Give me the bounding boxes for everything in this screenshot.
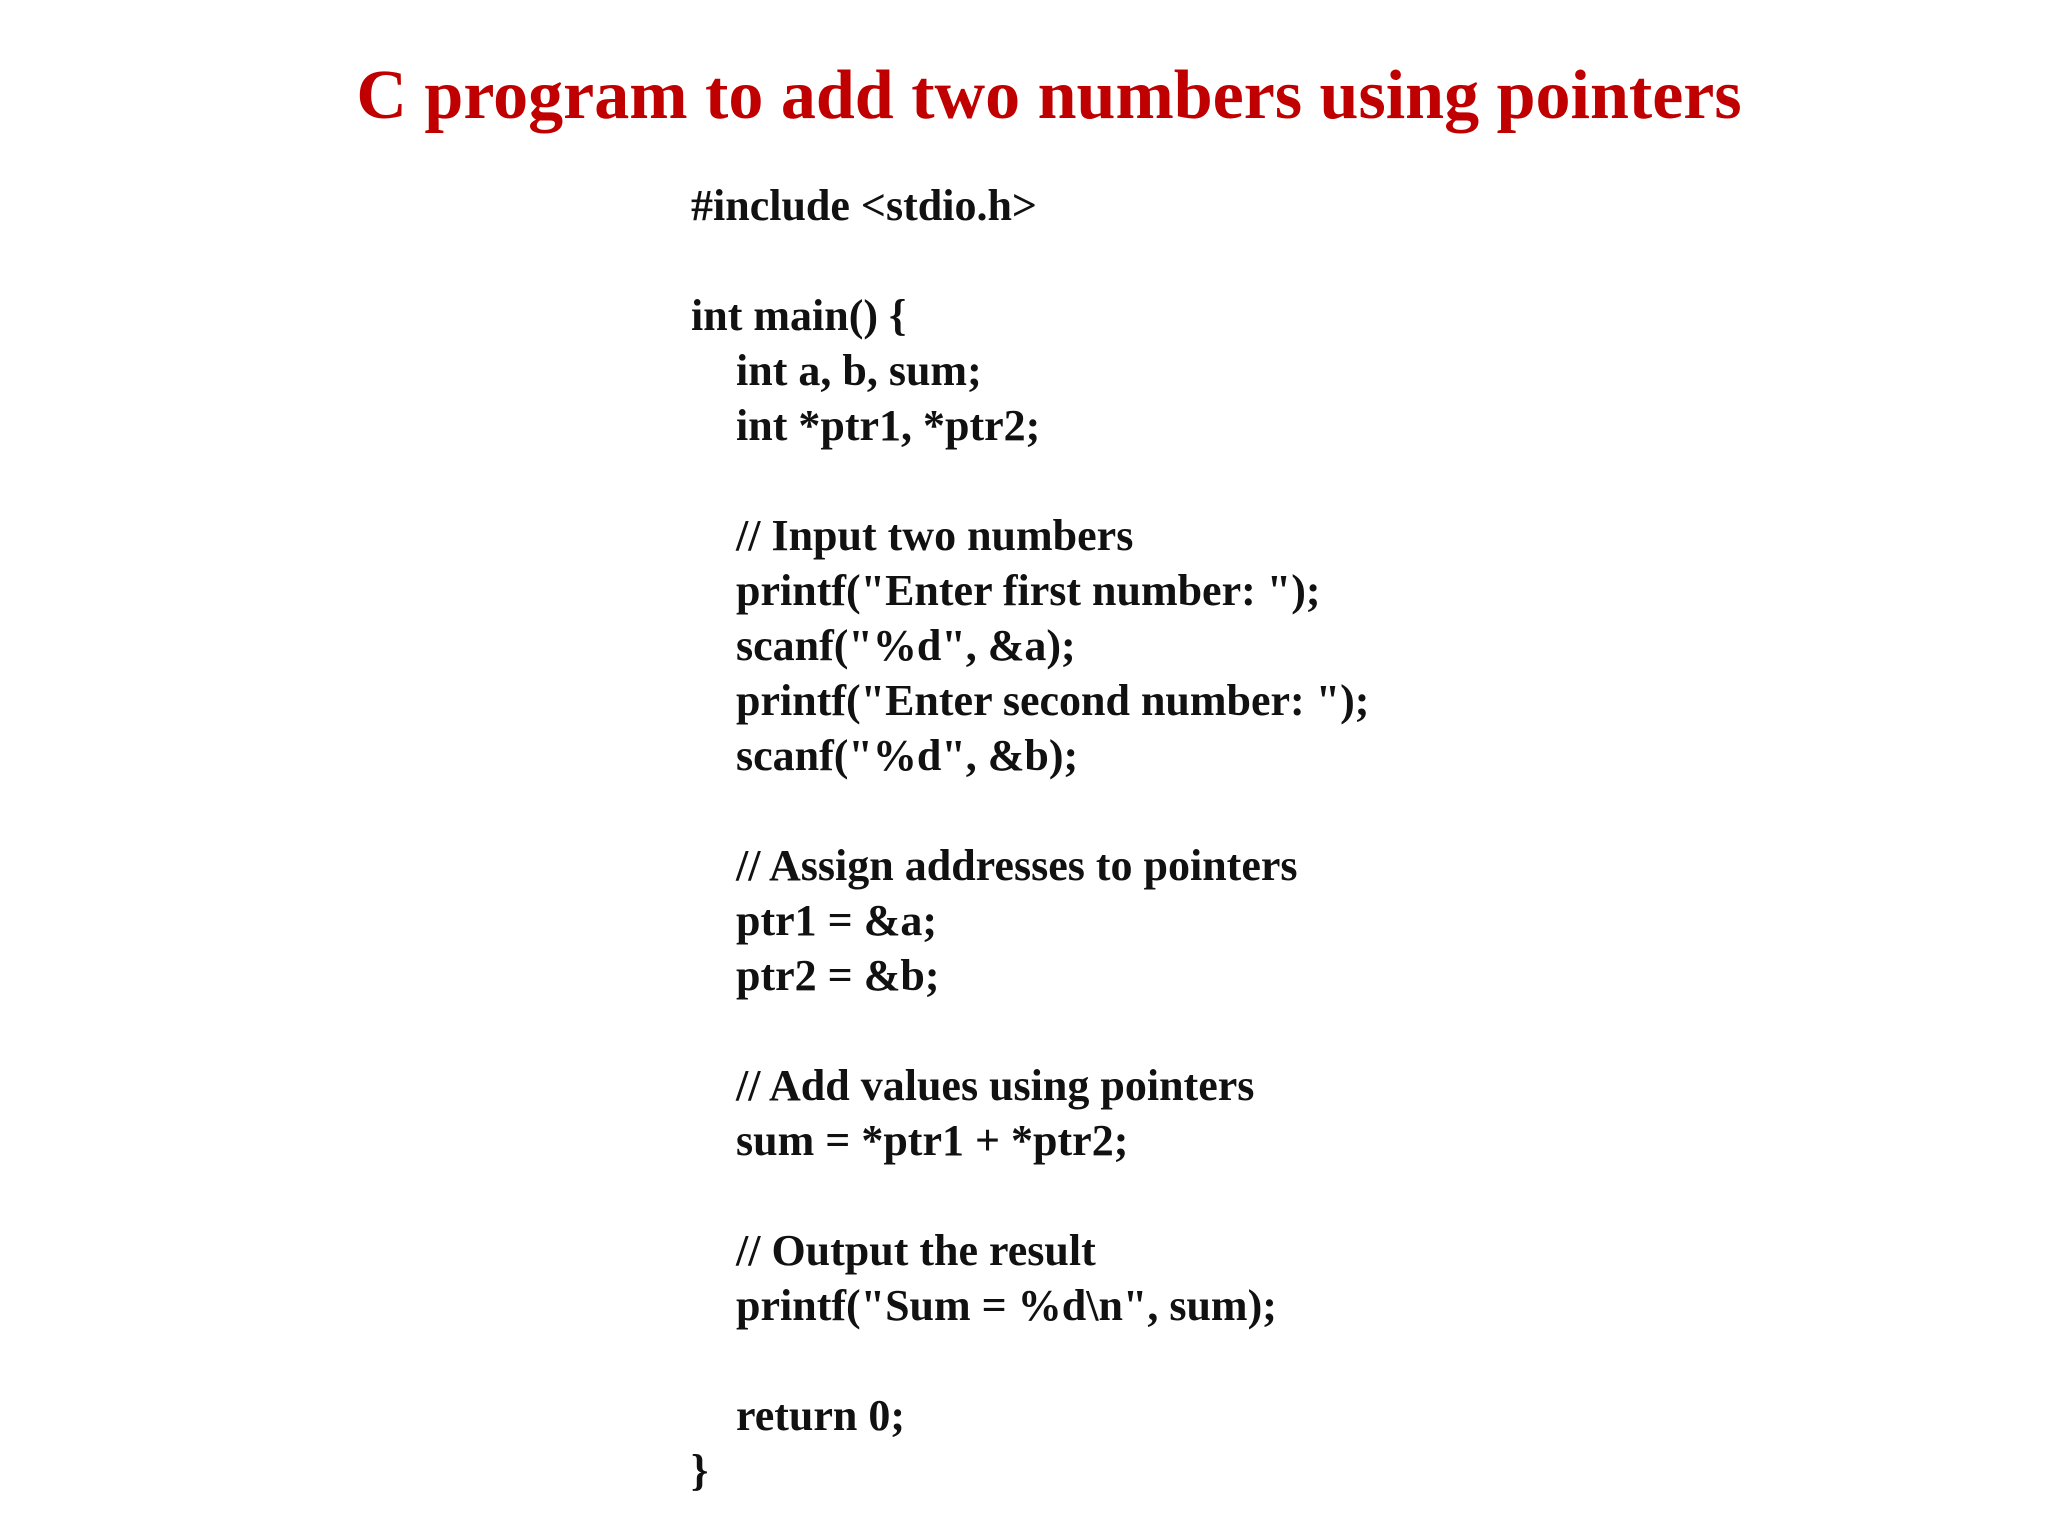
code-line: int main() { — [691, 291, 907, 340]
code-line: #include <stdio.h> — [691, 181, 1038, 230]
code-line: // Input two numbers — [736, 511, 1134, 560]
code-blank-line — [691, 1003, 1369, 1058]
code-line: } — [691, 1446, 709, 1495]
code-blank-line — [691, 233, 1369, 288]
code-block — [691, 178, 1369, 1498]
code-blank-line — [691, 783, 1369, 838]
code-line: int a, b, sum; — [736, 346, 982, 395]
code-line: // Assign addresses to pointers — [736, 841, 1298, 890]
code-blank-line — [691, 1168, 1369, 1223]
code-line: ptr2 = &b; — [736, 951, 940, 1000]
code-line: printf("Enter second number: "); — [736, 676, 1370, 725]
code-line: scanf("%d", &a); — [736, 621, 1076, 670]
code-line: scanf("%d", &b); — [736, 731, 1079, 780]
code-line: // Add values using pointers — [736, 1061, 1255, 1110]
code-line: ptr1 = &a; — [736, 896, 938, 945]
code-line: sum = *ptr1 + *ptr2; — [736, 1116, 1129, 1165]
code-blank-line — [691, 453, 1369, 508]
code-line: printf("Enter first number: "); — [736, 566, 1321, 615]
code-line: printf("Sum = %d\n", sum); — [736, 1281, 1277, 1330]
slide-title: C program to add two numbers using pointers — [356, 57, 1742, 134]
code-blank-line — [691, 1333, 1369, 1388]
code-line: // Output the result — [736, 1226, 1096, 1275]
code-line: int *ptr1, *ptr2; — [736, 401, 1041, 450]
code-line: return 0; — [736, 1391, 906, 1440]
